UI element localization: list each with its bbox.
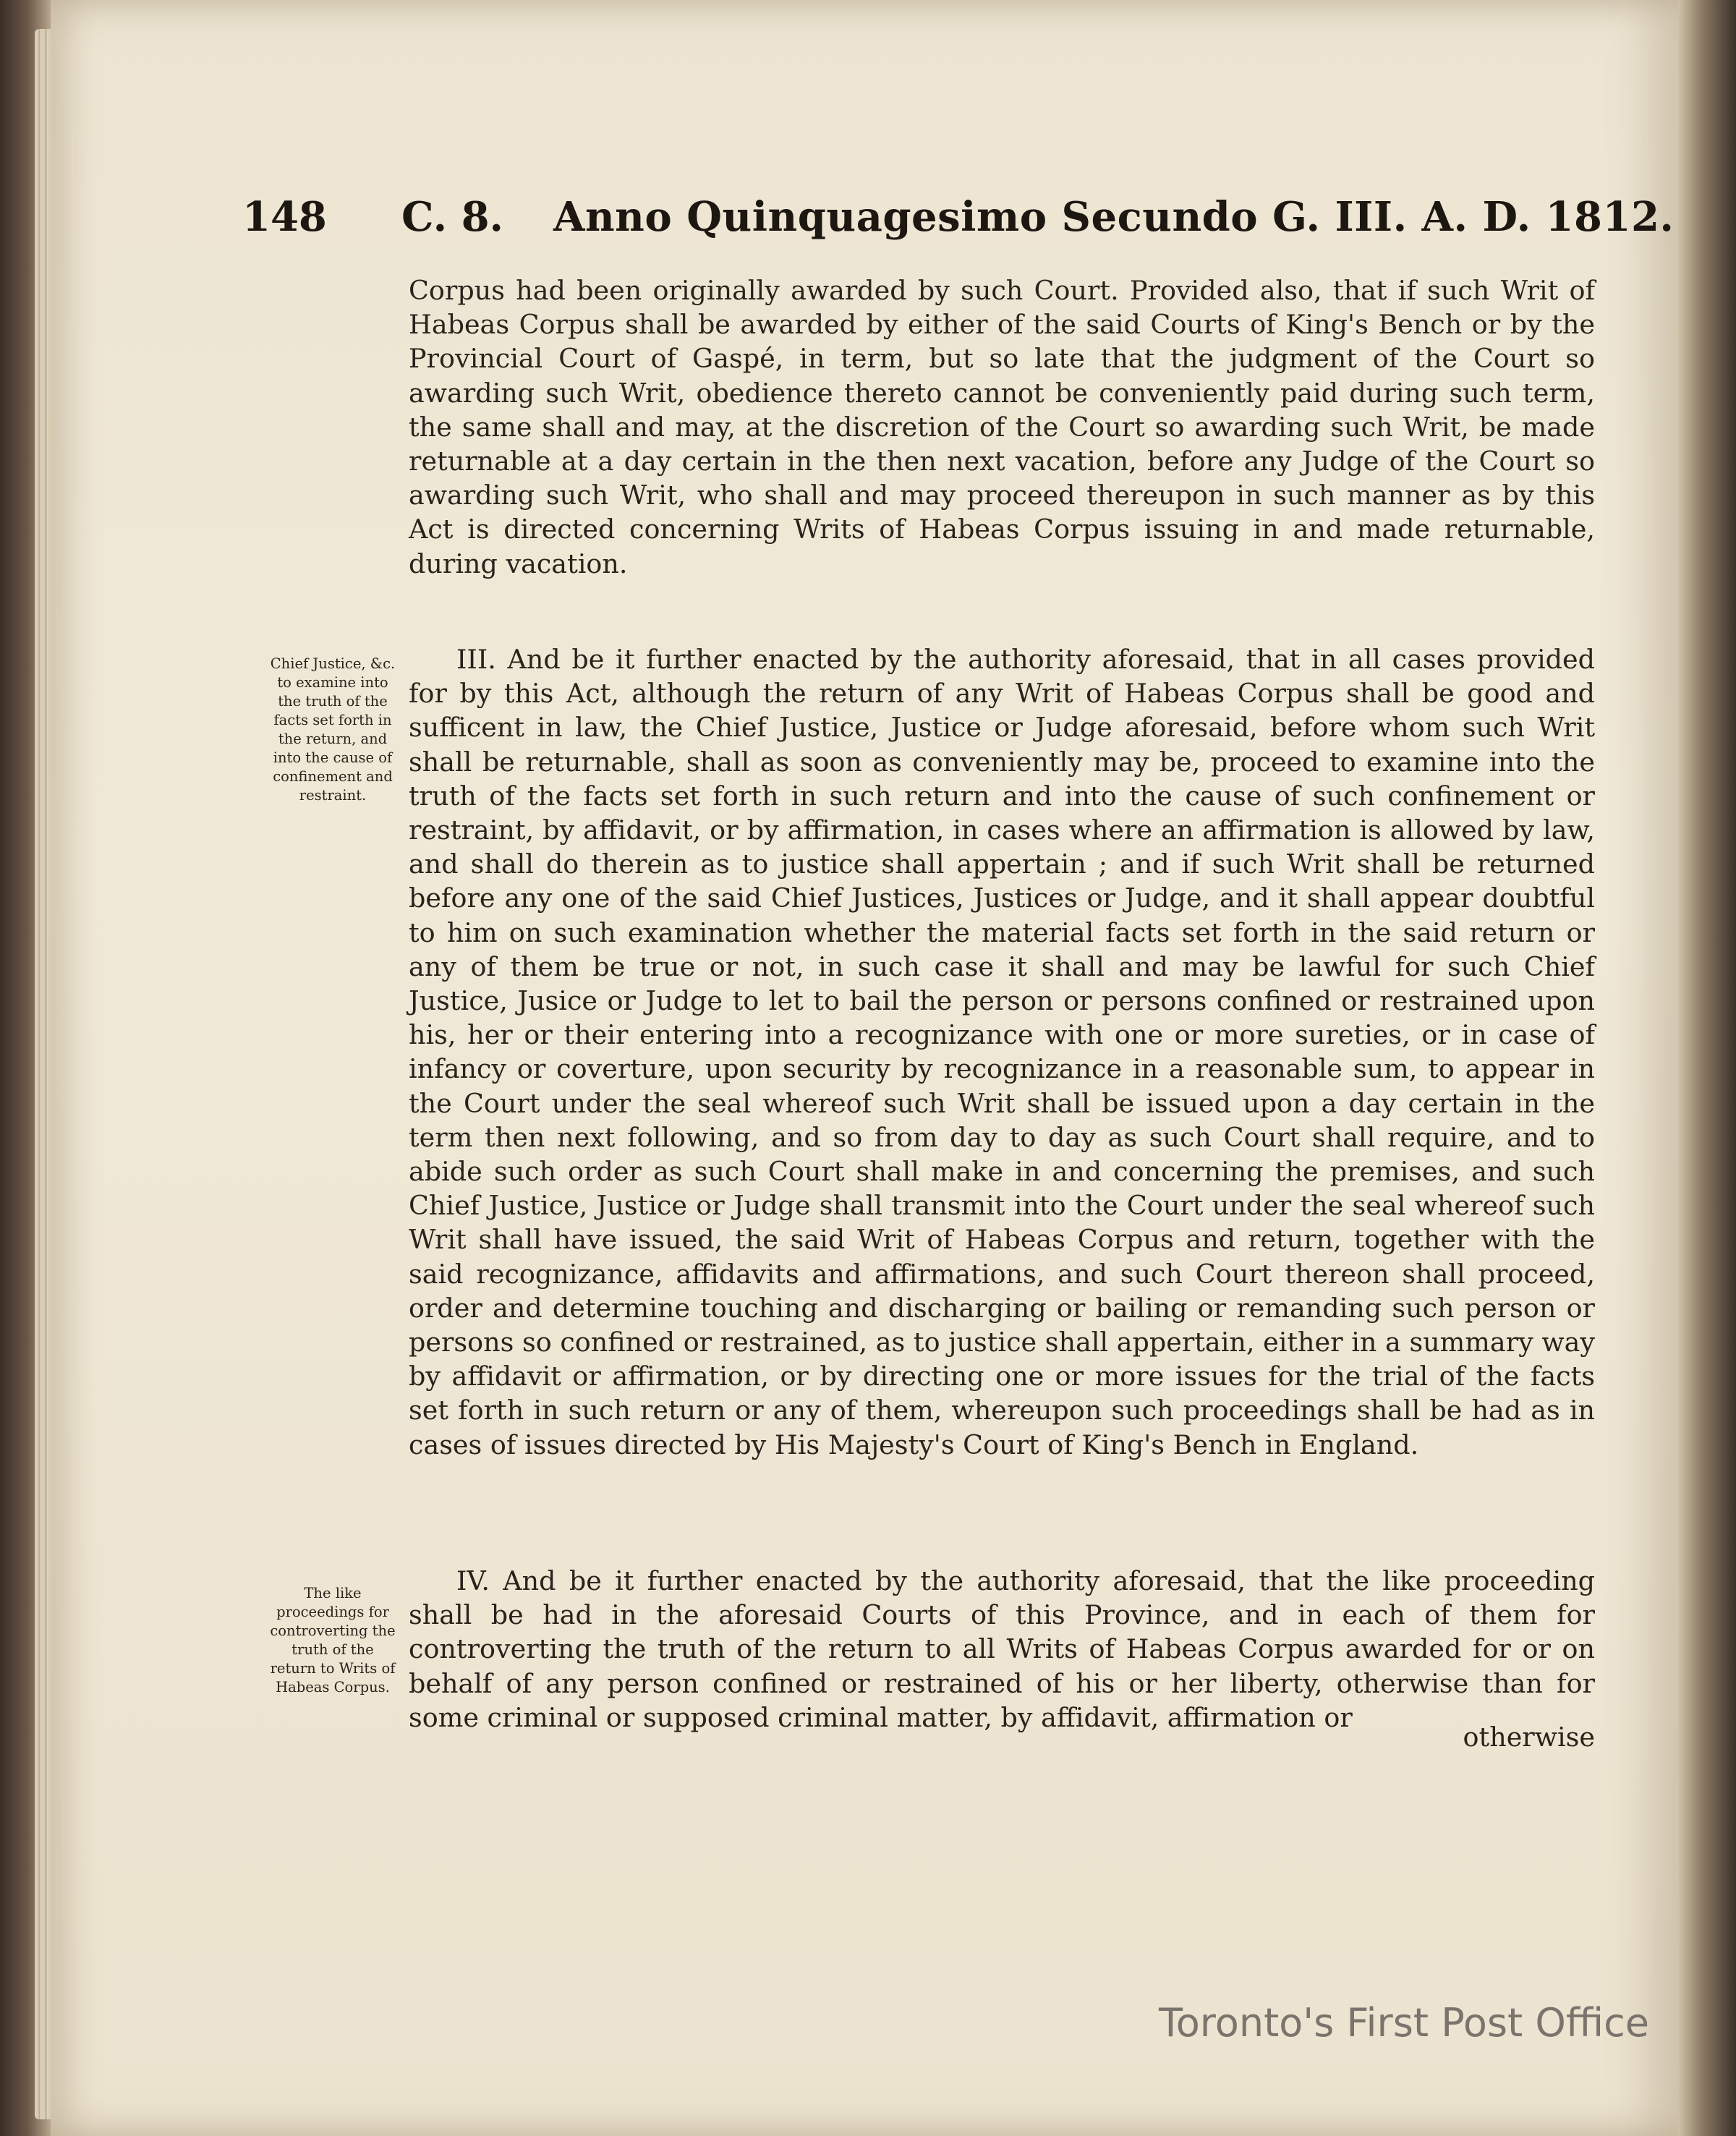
chapter-label: C. 8. <box>401 193 504 241</box>
catchword: otherwise <box>1463 1722 1595 1753</box>
page-fold-shadow <box>1678 0 1736 2136</box>
margin-note-like-proceedings: The like proceedings for controverting the truth of the return to Writs of Habeas Corpus. <box>270 1585 396 1695</box>
running-title: Anno Quinquagesimo Secundo G. III. A. D. 1812. <box>553 193 1675 241</box>
paragraph-text: Corpus had been originally awarded by such Court. Provided also, that if such Writ of Habeas Corpus shall be awarded by either of the said Courts of King's Bench or by the Provincial Court of Gaspé, in term, but so late that the judgment of the Court so awarding such Writ, obedience thereto cannot be conveniently paid during such term, the same shall and may, at the discretion of the Court so awarding such Writ, be made returnable at a day certain in the then next vacation, before any Judge of the Court so awarding such Writ, who shall and may proceed thereupon in such manner as by this Act is directed concerning Writs of Habeas Corpus issuing in and made returnable, during vacation. <box>409 275 1595 579</box>
paragraph-section-4 <box>409 1564 1595 1735</box>
paragraph-continuation <box>409 273 1595 581</box>
paragraph-section-3 <box>409 642 1595 1462</box>
page-header <box>242 184 1675 250</box>
paragraph-text: IV. And be it further enacted by the authority aforesaid, that the like proceeding shall be had in the aforesaid Courts of this Province, and in each of them for controverting the truth of the return to all Writs of Habeas Corpus awarded for or on behalf of any person confined or restrained of his or her liberty, otherwise than for some criminal or supposed criminal matter, by affidavit, affirmation or <box>409 1565 1595 1733</box>
margin-note-chief-justice: Chief Justice, &c. to examine into the truth of the facts set forth in the return, and into the cause of confinement and restraint. <box>270 655 396 804</box>
page-number: 148 <box>242 193 327 241</box>
watermark-text: Toronto's First Post Office <box>1158 2000 1649 2046</box>
paragraph-text: III. And be it further enacted by the authority aforesaid, that in all cases provided for by this Act, although the return of any Writ of Habeas Corpus shall be good and sufficent in law, the Chief Justice, Justice or Judge aforesaid, before whom such Writ shall be returnable, shall as soon as conveniently may be, proceed to examine into the truth of the facts set forth in such return and into the cause of such confinement or restraint, by affidavit, or by affirmation, in cases where an affirmation is allowed by law, and shall do therein as to justice shall appertain ; and if such Writ shall be returned before any one of the said Chief Justices, Justices or Judge, and it shall appear doubtful to him on such examination whether the material facts set forth in the said return or any of them be true or not, in such case it shall and may be lawful for such Chief Justice, Jusice or Judge to let to bail the person or persons confined or restrained upon his, her or their entering into a recognizance with one or more sureties, or in case of infancy or coverture, upon security by recognizance in a reasonable sum, to appear in the Court under the seal whereof such Writ shall be issued upon a day certain in the term then next following, and so from day to day as such Court shall require, and to abide such order as such Court shall make in and concerning the premises, and such Chief Justice, Justice or Judge shall transmit into the Court under the seal whereof such Writ shall have issued, the said Writ of Habeas Corpus and return, together with the said recognizance, affidavits and affirmations, and such Court thereon shall proceed, order and determine touching and discharging or bailing or remanding such person or persons so confined or restrained, as to justice shall appertain, either in a summary way by affidavit or affirmation, or by directing one or more issues for the trial of the facts set forth in such return or any of them, whereupon such proceedings shall be had as in cases of issues directed by His Majesty's Court of King's Bench in England. <box>409 644 1595 1460</box>
